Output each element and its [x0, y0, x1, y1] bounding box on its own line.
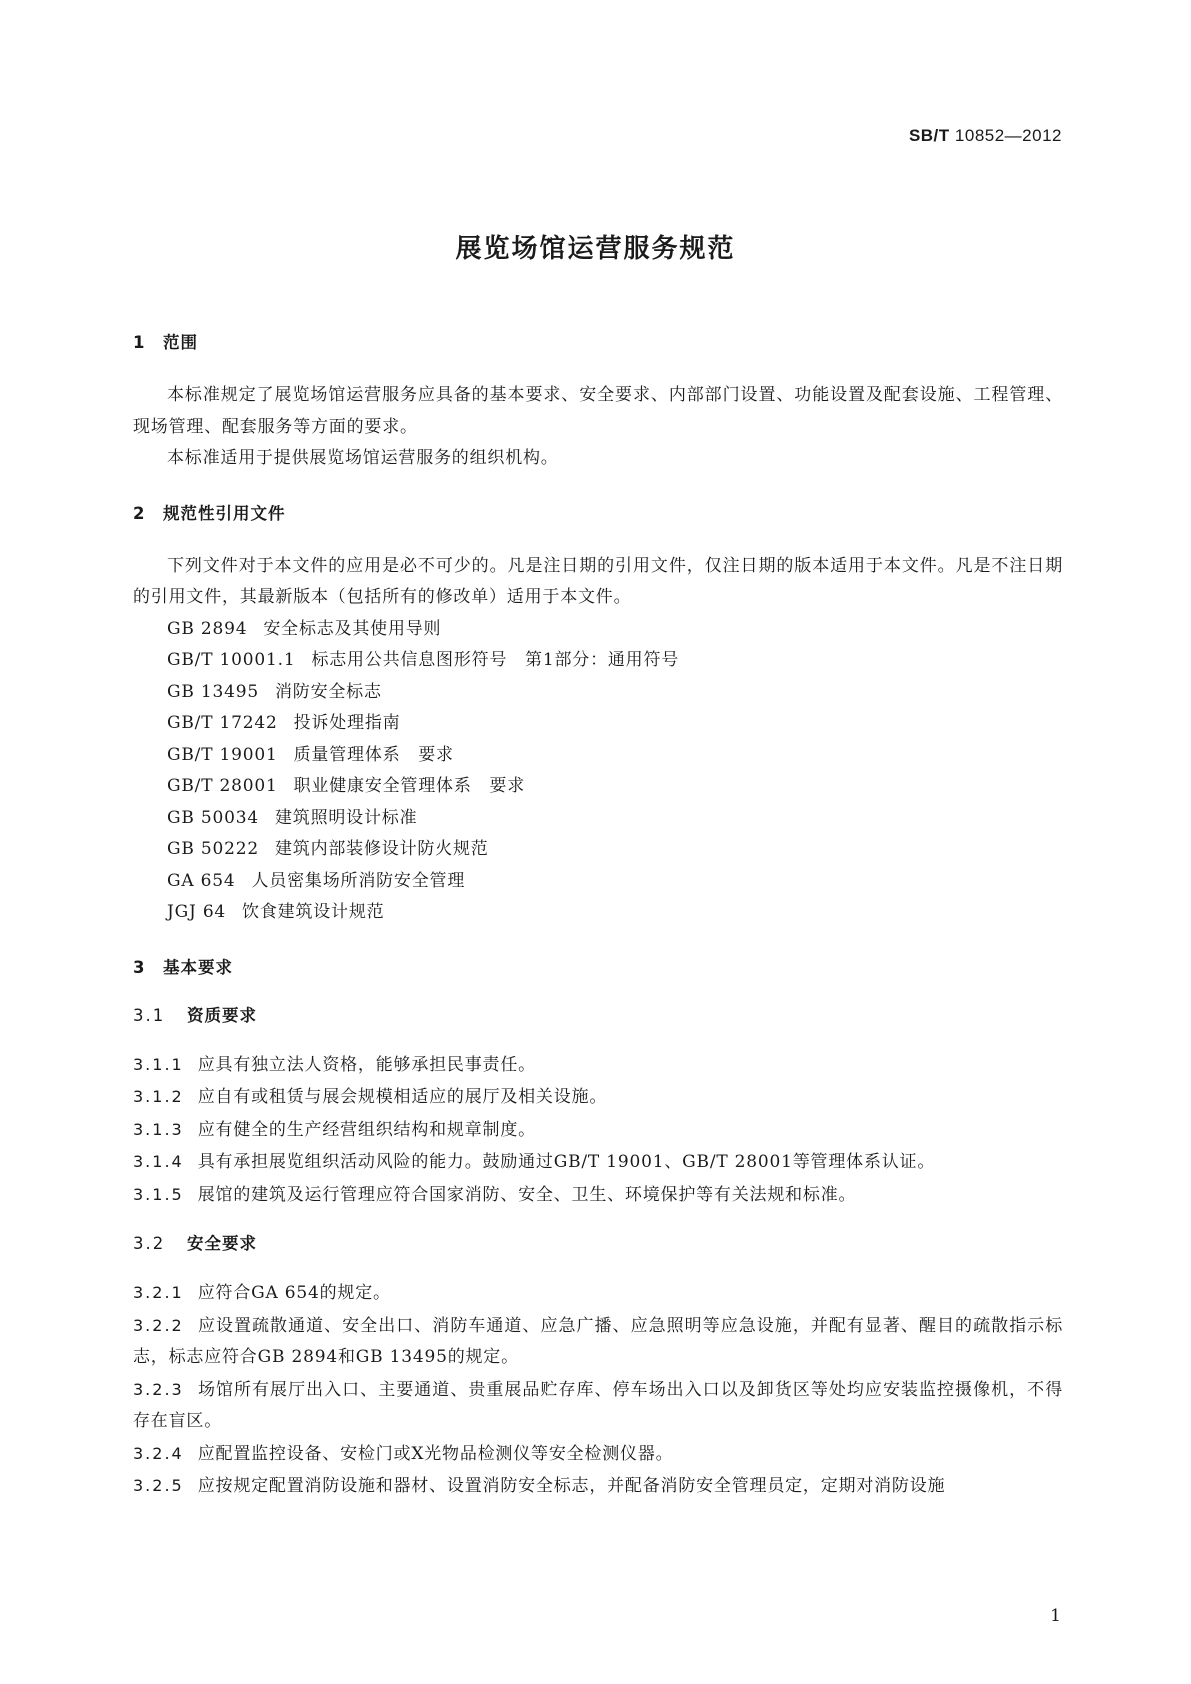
clause-text: 应具有独立法人资格，能够承担民事责任。 [197, 1054, 536, 1075]
clause-number: 3.1.2 [133, 1087, 184, 1106]
clause-text: 应有健全的生产经营组织结构和规章制度。 [197, 1119, 536, 1140]
clause-item [133, 1146, 1063, 1179]
reference-name: 安全标志及其使用导则 [263, 618, 442, 639]
clause-number: 3.2.3 [133, 1379, 184, 1399]
subsection-heading-safety [133, 1229, 1063, 1259]
reference-code: JGJ 64 [167, 902, 227, 922]
section-title: 范围 [163, 333, 198, 352]
reference-code: GA 654 [167, 870, 236, 891]
clause-text: 场馆所有展厅出入口、主要通道、贵重展品贮存库、停车场出入口以及卸货区等处均应安装监控摄像机，不得存在盲区。 [133, 1379, 1063, 1431]
paragraph: 本标准规定了展览场馆运营服务应具备的基本要求、安全要求、内部部门设置、功能设置及配套设施、工程管理、现场管理、配套服务等方面的要求。 [133, 385, 1063, 437]
reference-code: GB/T 10001.1 [167, 650, 296, 670]
clause-text: 应符合GA 654的规定。 [197, 1283, 391, 1303]
clause-number: 3.2.2 [133, 1315, 184, 1335]
subsection-title: 安全要求 [187, 1234, 257, 1253]
clause-number: 3.2.1 [133, 1283, 184, 1302]
document-title: 展览场馆运营服务规范 [455, 234, 736, 264]
paragraph: 下列文件对于本文件的应用是必不可少的。凡是注日期的引用文件，仅注日期的版本适用于本文件。凡是不注日期的引用文件，其最新版本（包括所有的修改单）适用于本文件。 [133, 555, 1063, 607]
clause-number: 3.2.4 [133, 1443, 184, 1463]
reference-name: 消防安全标志 [274, 681, 382, 702]
clause-number: 3.1.4 [133, 1152, 184, 1171]
document-body [133, 328, 1063, 1503]
subsection-title: 资质要求 [187, 1005, 257, 1025]
reference-code: GB 2894 [167, 618, 248, 639]
reference-item [133, 740, 1063, 772]
clause-number: 3.1.5 [133, 1184, 184, 1204]
clause-item [133, 1374, 1063, 1438]
reference-name: 建筑内部装修设计防火规范 [274, 839, 489, 859]
reference-item [133, 645, 1063, 677]
clause-item [133, 1438, 1063, 1471]
reference-item [133, 677, 1063, 709]
page-number: 1 [1050, 1606, 1061, 1626]
clause-number: 3.1.1 [133, 1054, 184, 1074]
reference-code: GB/T 17242 [167, 713, 278, 733]
reference-item [133, 897, 1063, 929]
reference-name: 标志用公共信息图形符号 第1部分：通用符号 [311, 650, 680, 670]
clause-text: 应配置监控设备、安检门或X光物品检测仪等安全检测仪器。 [197, 1443, 674, 1464]
reference-item [133, 771, 1063, 803]
reference-item [133, 708, 1063, 740]
reference-code: GB 13495 [167, 681, 259, 702]
clause-text: 应自有或租赁与展会规模相适应的展厅及相关设施。 [197, 1087, 608, 1107]
clause-item [133, 1179, 1063, 1212]
section-title: 基本要求 [163, 957, 233, 977]
reference-item [133, 803, 1063, 835]
reference-name: 饮食建筑设计规范 [242, 902, 385, 922]
section-heading-basic-requirements [133, 953, 1063, 983]
reference-name: 质量管理体系 要求 [293, 744, 454, 765]
section-number: 3 [133, 957, 146, 977]
subsection-number: 3.1 [133, 1005, 166, 1025]
clause-text: 应按规定配置消防设施和器材、设置消防安全标志，并配备消防安全管理员定，定期对消防设施 [197, 1476, 946, 1496]
clause-item [133, 1049, 1063, 1082]
section-number: 2 [133, 503, 146, 523]
clause-text: 展馆的建筑及运行管理应符合国家消防、安全、卫生、环境保护等有关法规和标准。 [197, 1184, 857, 1205]
section-heading-scope [133, 328, 1063, 358]
reference-code: GB 50222 [167, 839, 259, 859]
paragraph: 本标准适用于提供展览场馆运营服务的组织机构。 [167, 448, 559, 468]
reference-name: 投诉处理指南 [293, 713, 401, 733]
reference-item [133, 834, 1063, 866]
clause-number: 3.2.5 [133, 1476, 184, 1495]
reference-code: GB/T 19001 [167, 744, 278, 765]
section-heading-normative-references [133, 499, 1063, 529]
clause-text: 具有承担展览组织活动风险的能力。鼓励通过GB/T 19001、GB/T 28001等管理体系认证。 [197, 1152, 936, 1172]
subsection-number: 3.2 [133, 1234, 166, 1253]
reference-name: 人员密集场所消防安全管理 [251, 870, 466, 891]
clause-item [133, 1081, 1063, 1114]
reference-name: 建筑照明设计标准 [274, 807, 418, 828]
reference-code: GB 50034 [167, 807, 259, 828]
section-title: 规范性引用文件 [163, 503, 286, 523]
reference-item [133, 614, 1063, 646]
clause-item [133, 1310, 1063, 1374]
subsection-heading-qualification [133, 1001, 1063, 1031]
reference-name: 职业健康安全管理体系 要求 [293, 776, 526, 796]
clause-text: 应设置疏散通道、安全出口、消防车通道、应急广播、应急照明等应急设施，并配有显著、醒目的疏散指示标志，标志应符合GB 2894和GB 13495的规定。 [133, 1315, 1063, 1367]
standard-prefix: SB/T [908, 126, 950, 145]
standard-number [909, 126, 1062, 146]
standard-code: 10852—2012 [954, 126, 1062, 145]
clause-item [133, 1470, 1063, 1503]
reference-item [133, 866, 1063, 898]
clause-number: 3.1.3 [133, 1119, 184, 1139]
clause-item [133, 1277, 1063, 1310]
reference-code: GB/T 28001 [167, 776, 278, 796]
clause-item [133, 1114, 1063, 1147]
section-number: 1 [133, 333, 146, 352]
